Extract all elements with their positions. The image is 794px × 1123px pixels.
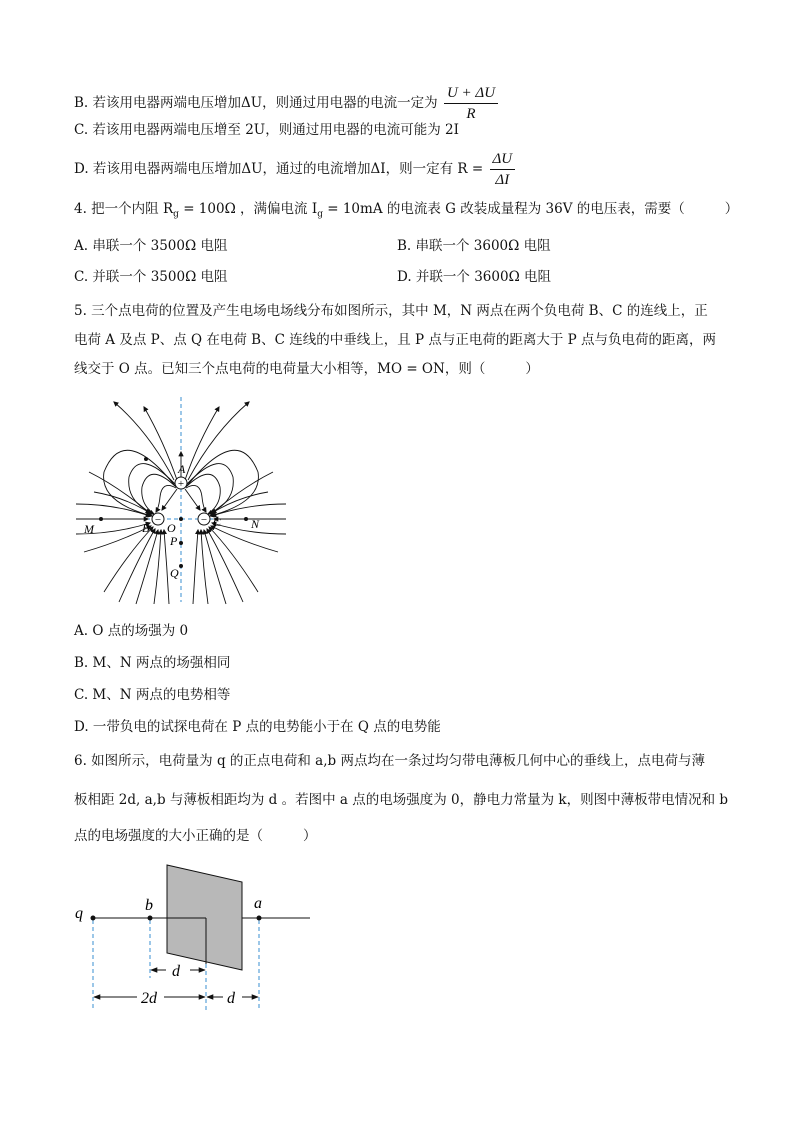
q4-stem-end: ） <box>724 201 739 217</box>
q5-label-q: Q <box>170 566 179 580</box>
q6-stem-line-3-text: 点的电场强度的大小正确的是（ <box>74 828 263 844</box>
q6-dimension-d-label: d <box>172 963 180 980</box>
q6-stem-line-3-end: ） <box>303 828 317 844</box>
q4-stem-sub-1: g <box>173 209 179 220</box>
q3-option-b-text: B. 若该用电器两端电压增加ΔU，则通过用电器的电流一定为 <box>74 95 438 111</box>
q4-stem-sub-2: g <box>317 209 323 220</box>
q6-stem-line-3 <box>74 827 317 845</box>
q3-option-d-text: D. 若该用电器两端电压增加ΔU，通过的电流增加ΔI，则一定有 R = <box>74 161 484 177</box>
q4-stem-part-b: = 100Ω ，满偏电流 I <box>178 201 318 217</box>
q5-label-o: O <box>167 521 176 535</box>
q6-point-b-dot <box>148 916 153 921</box>
q5-stem-line-3-text: 线交于 O 点。已知三个点电荷的电荷量大小相等，MO = ON，则（ <box>74 361 486 377</box>
q6-dimension-d2-label: d <box>227 990 235 1007</box>
q6-label-q: q <box>75 905 83 922</box>
q5-stem-line-2: 电荷 A 及点 P、点 Q 在电荷 B、C 连线的中垂线上，且 P 点与正电荷的距离大于 P 点与负电荷的距离，两 <box>74 332 717 348</box>
q5-label-m: M <box>84 522 94 536</box>
q4-stem-part-c: = 10mA 的电流表 G 改装成量程为 36V 的电压表，需要（ <box>322 201 685 217</box>
q5-option-a[interactable]: A. O 点的场强为 0 <box>74 623 189 639</box>
q6-point-q-dot <box>91 916 96 921</box>
q6-dimension-2d-label: 2d <box>141 990 157 1007</box>
q3-option-b-denominator: R <box>466 106 476 122</box>
q3-option-b[interactable] <box>74 84 500 123</box>
q3-option-d-fraction <box>490 150 516 189</box>
q5-charge-a-sign: + <box>177 478 185 490</box>
q4-option-c[interactable]: C. 并联一个 3500Ω 电阻 <box>74 269 228 285</box>
q5-stem-line-1: 5. 三个点电荷的位置及产生电场电场线分布如图所示，其中 M，N 两点在两个负电荷 B、C 的连线上，正 <box>74 303 708 319</box>
q6-point-a-dot <box>257 916 262 921</box>
q5-option-b[interactable]: B. M、N 两点的场强相同 <box>74 655 231 671</box>
q3-option-b-numerator: U + ΔU <box>444 84 498 104</box>
q6-stem-line-1: 6. 如图所示，电荷量为 q 的正点电荷和 a,b 两点均在一条过均匀带电薄板几何中心的垂线上，点电荷与薄 <box>74 753 705 769</box>
q5-point-o-dot <box>179 517 183 521</box>
q6-label-b: b <box>145 897 153 914</box>
q5-option-c[interactable]: C. M、N 两点的电势相等 <box>74 687 231 703</box>
q4-stem <box>74 200 738 224</box>
q5-label-b: B <box>142 521 150 535</box>
q5-point-q-dot <box>179 564 183 568</box>
q6-stem-line-2: 板相距 2d, a,b 与薄板相距均为 d 。若图中 a 点的电场强度为 0，静电力常量为 k，则图中薄板带电情况和 b <box>74 792 729 808</box>
q4-stem-part-a: 4. 把一个内阻 R <box>74 201 174 217</box>
q3-option-c[interactable] <box>74 121 459 139</box>
q5-stem-line-3 <box>74 360 539 378</box>
q5-point-m-dot <box>99 517 103 521</box>
q4-option-a[interactable]: A. 串联一个 3500Ω 电阻 <box>74 238 228 254</box>
q3-option-b-fraction <box>444 84 498 123</box>
q6-plate-diagram <box>70 860 320 1015</box>
q3-option-d-numerator: ΔU <box>490 150 516 170</box>
q5-point-p-dot <box>179 541 183 545</box>
q3-option-d[interactable] <box>74 150 517 189</box>
q4-option-b[interactable]: B. 串联一个 3600Ω 电阻 <box>397 238 551 254</box>
q5-stem-line-3-end: ） <box>525 361 539 377</box>
q4-option-d[interactable]: D. 并联一个 3600Ω 电阻 <box>397 269 552 285</box>
q5-label-n: N <box>251 517 260 531</box>
q5-label-p: P <box>170 534 178 548</box>
q5-label-c: C <box>213 515 222 529</box>
q5-charge-b-sign: − <box>154 514 162 526</box>
q6-label-a: a <box>254 895 262 912</box>
q5-point-n-dot <box>244 517 248 521</box>
q5-label-a: A <box>178 462 186 476</box>
q3-option-d-denominator: ΔI <box>495 172 510 188</box>
q5-field-diagram <box>74 392 294 607</box>
q5-charge-c-sign: − <box>200 514 208 526</box>
q3-option-c-text: C. 若该用电器两端电压增至 2U，则通过用电器的电流可能为 2I <box>74 122 459 138</box>
q5-option-d[interactable]: D. 一带负电的试探电荷在 P 点的电势能小于在 Q 点的电势能 <box>74 719 441 735</box>
q5-field-point-dot <box>144 457 148 461</box>
